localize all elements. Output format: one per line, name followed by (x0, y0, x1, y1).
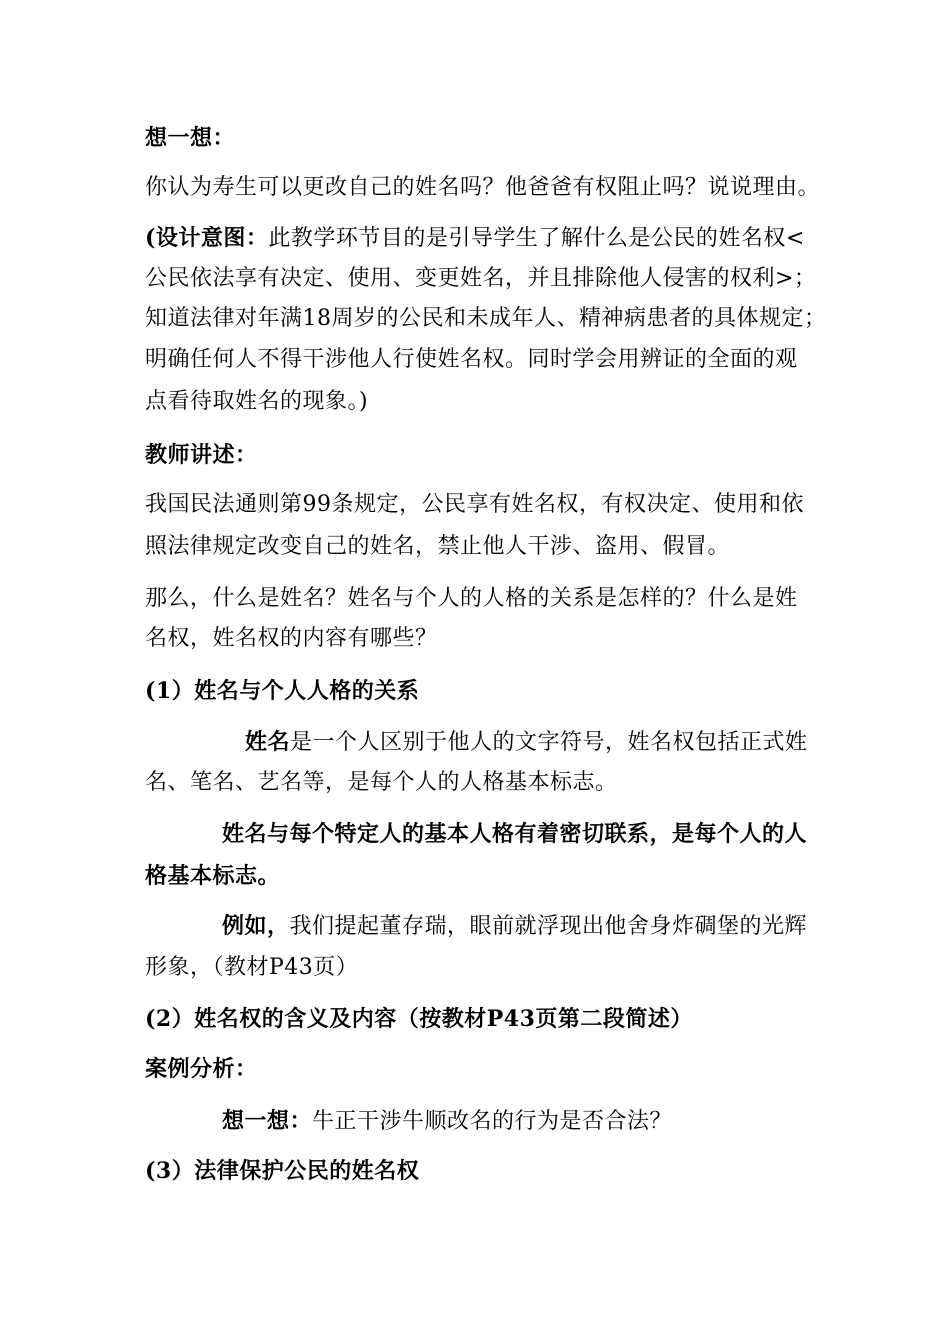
case-think-line (222, 1106, 672, 1137)
teacher-line-2: 照法律规定改变自己的姓名，禁止他人干涉、盗用、假冒。 (145, 534, 731, 559)
para3-line-2: 形象，（教材P43页） (145, 955, 359, 980)
teacher-heading: 教师讲述： (145, 442, 258, 468)
case-think-label: 想一想： (222, 1108, 313, 1134)
design-intent-line-5: 点看待取姓名的现象。) (145, 389, 369, 414)
para3-line-1 (222, 911, 807, 942)
para3-text: 我们提起董存瑞，眼前就浮现出他舍身炸碉堡的光辉 (289, 914, 808, 939)
section3-heading: (3）法律保护公民的姓名权 (145, 1158, 420, 1184)
design-intent-label: (设计意图： (145, 225, 269, 251)
design-intent-line-1 (145, 223, 805, 254)
case-heading: 案例分析： (145, 1056, 258, 1082)
para1-line-1 (245, 727, 808, 758)
section1-heading: (1）姓名与个人人格的关系 (145, 678, 420, 704)
teacher-line-1: 我国民法通则第99条规定，公民享有姓名权，有权决定、使用和依 (145, 492, 804, 517)
design-intent-text: 此教学环节目的是引导学生了解什么是公民的姓名权< (268, 226, 805, 251)
para2-line-1: 姓名与每个特定人的基本人格有着密切联系，是每个人的人 (222, 821, 808, 847)
para1-bold: 姓名 (245, 729, 291, 755)
para1-text: 是一个人区别于他人的文字符号，姓名权包括正式姓 (290, 730, 808, 755)
case-think-text: 牛正干涉牛顺改名的行为是否合法？ (312, 1109, 673, 1134)
question-text: 你认为寿生可以更改自己的姓名吗？他爸爸有权阻止吗？说说理由。 (145, 175, 821, 200)
questions-line-1: 那么，什么是姓名？姓名与个人的人格的关系是怎样的？什么是姓 (145, 586, 798, 611)
think-heading: 想一想： (145, 125, 236, 151)
design-intent-line-3: 知道法律对年满18周岁的公民和未成年人、精神病患者的具体规定； (145, 306, 827, 331)
section2-heading: (2）姓名权的含义及内容（按教材P43页第二段简述） (145, 1006, 693, 1032)
design-intent-line-2: 公民依法享有决定、使用、变更姓名，并且排除他人侵害的权利>； (145, 266, 817, 291)
para2-line-2: 格基本标志。 (145, 863, 281, 889)
para3-bold: 例如， (222, 913, 290, 939)
para1-line-2: 名、笔名、艺名等，是每个人的人格基本标志。 (145, 770, 618, 795)
design-intent-line-4: 明确任何人不得干涉他人行使姓名权。同时学会用辨证的全面的观 (145, 347, 798, 372)
questions-line-2: 名权，姓名权的内容有哪些？ (145, 626, 438, 651)
